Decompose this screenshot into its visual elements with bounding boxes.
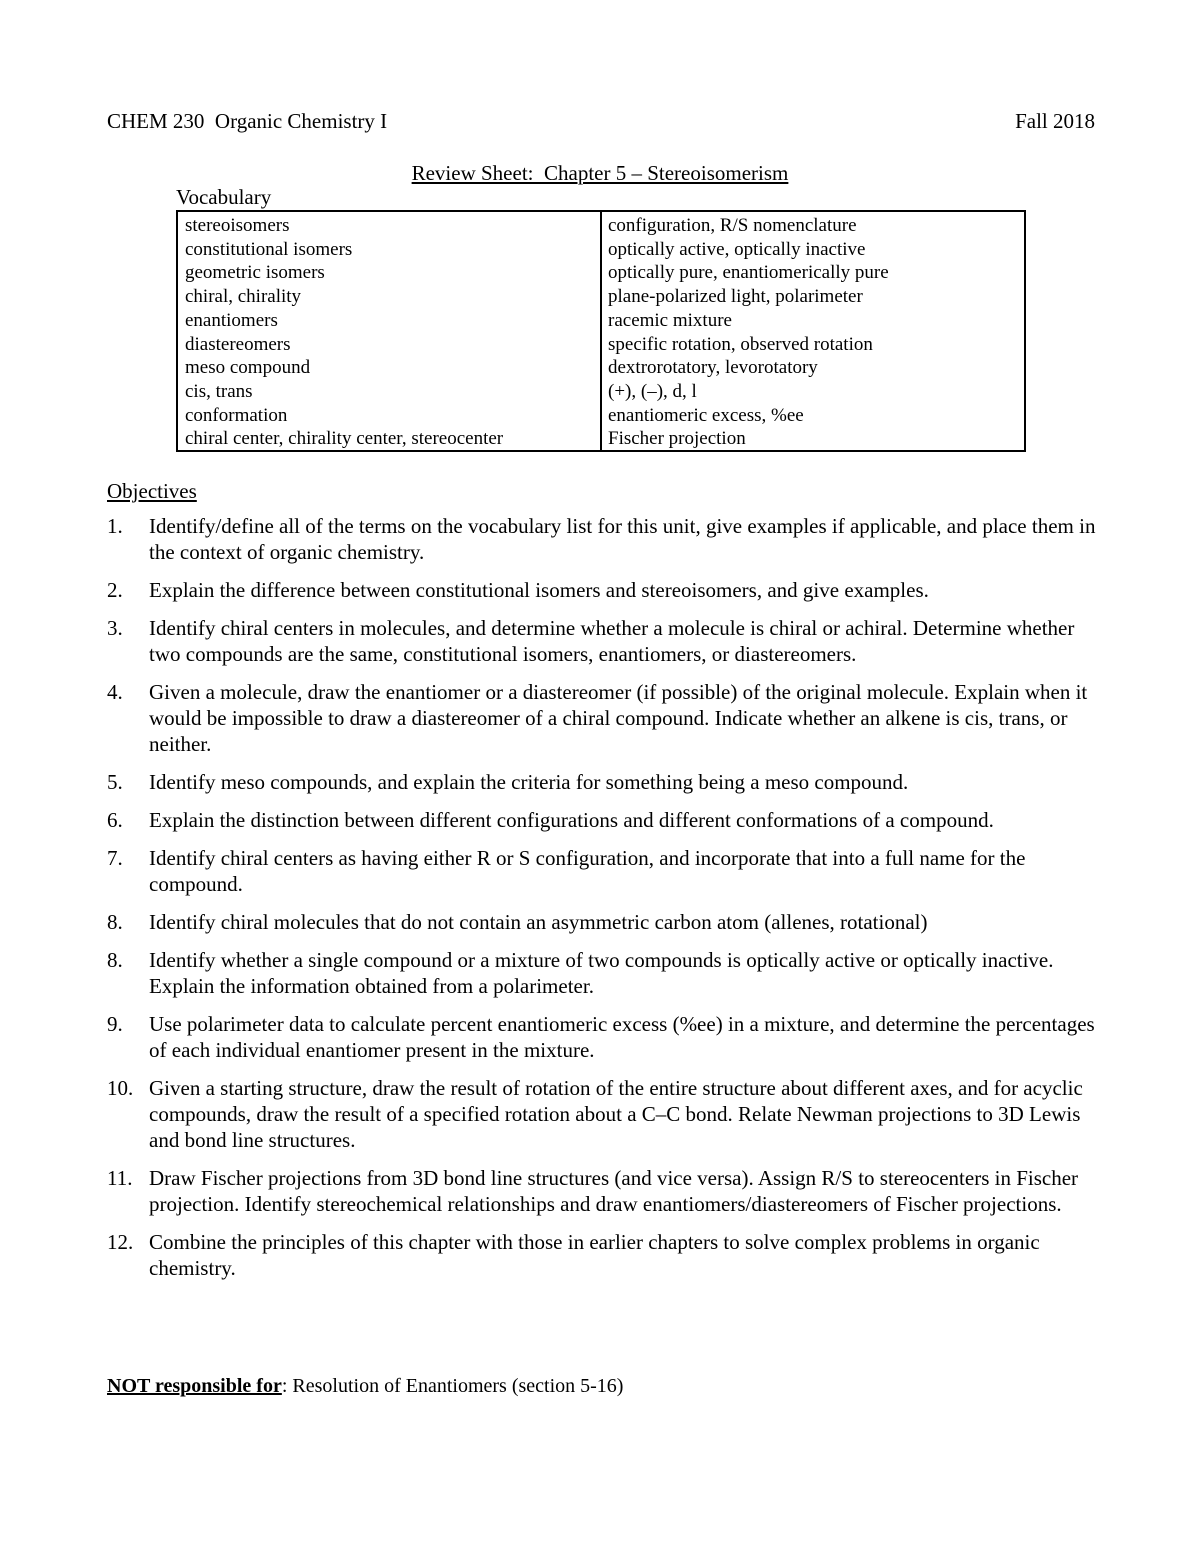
objective-item <box>107 513 1102 565</box>
vocab-term: configuration, R/S nomenclature <box>608 215 857 236</box>
objective-text: Given a molecule, draw the enantiomer or a diastereomer (if possible) of the original molecule. Explain when it would be impossible to draw a diastereomer of a chiral compound. Indicate whether an alkene is cis, trans, or neither. <box>149 680 1088 756</box>
vocab-term: dextrorotatory, levorotatory <box>608 357 818 379</box>
objective-number: 7. <box>107 846 123 870</box>
objective-item <box>107 769 1102 795</box>
objective-item <box>107 615 1102 667</box>
page-header <box>107 106 1095 136</box>
vocab-term: meso compound <box>185 357 311 379</box>
vocab-term: enantiomers <box>185 309 278 331</box>
objective-number: 10. <box>107 1076 134 1100</box>
vocab-term: conformation <box>185 404 288 426</box>
objective-item <box>107 577 1102 603</box>
objective-item <box>107 947 1102 999</box>
objective-item <box>107 679 1102 757</box>
vocab-term: optically active, optically inactive <box>608 238 866 260</box>
objective-item <box>107 807 1102 833</box>
objective-item <box>107 845 1102 897</box>
objective-text: Given a starting structure, draw the result of rotation of the entire structure about different axes, and for acyclic compounds, draw the result of a specified rotation about a C–C bond. Relate Newman projections to 3D Lewis and bond line structures. <box>149 1076 1083 1152</box>
objective-text: Combine the principles of this chapter with those in earlier chapters to solve complex problems in organic chemistry. <box>149 1230 1040 1280</box>
objective-text: Explain the distinction between different configurations and different conformations of a compound. <box>149 808 994 832</box>
not-responsible-text: : Resolution of Enantiomers (section 5-16) <box>281 1375 624 1397</box>
vocab-term: (+), (–), d, l <box>608 380 697 402</box>
vocabulary-left-column <box>185 214 503 451</box>
objective-number: 1. <box>107 514 123 538</box>
objectives-heading: Objectives <box>107 479 197 503</box>
vocab-term: constitutional isomers <box>185 238 353 260</box>
objective-number: 12. <box>107 1230 134 1254</box>
vocab-term: cis, trans <box>185 380 253 402</box>
vocabulary-table <box>176 210 1026 452</box>
objective-number: 9. <box>107 1012 123 1036</box>
objectives-list <box>107 513 1102 1293</box>
objective-number: 8. <box>107 910 123 934</box>
vocab-term: enantiomeric excess, %ee <box>608 404 804 426</box>
not-responsible-note <box>107 1372 623 1400</box>
objective-text: Identify meso compounds, and explain the criteria for something being a meso compound. <box>149 770 909 794</box>
vocab-term: geometric isomers <box>185 262 325 284</box>
vocab-term: specific rotation, observed rotation <box>608 333 873 355</box>
objective-text: Identify whether a single compound or a mixture of two compounds is optically active or optically inactive. Explain the information obtained from a polarimeter. <box>149 948 1054 998</box>
course-title: CHEM 230 Organic Chemistry I <box>107 109 388 133</box>
objective-text: Draw Fischer projections from 3D bond line structures (and vice versa). Assign R/S to stereocenters in Fischer projection. Identify stereochemical relationships and draw enantiomers/diastereomers of Fischer projections. <box>149 1166 1079 1216</box>
vocab-term: Fischer projection <box>608 428 746 450</box>
objective-item <box>107 1165 1102 1217</box>
vocab-term: chiral center, chirality center, stereocenter <box>185 428 504 450</box>
objective-item <box>107 1075 1102 1153</box>
objective-number: 3. <box>107 616 123 640</box>
term-label: Fall 2018 <box>1015 109 1095 133</box>
review-sheet-title-text: Review Sheet: Chapter 5 – Stereoisomerism <box>411 161 789 185</box>
objective-item <box>107 1229 1102 1281</box>
objective-text: Identify chiral centers in molecules, and determine whether a molecule is chiral or achiral. Determine whether two compounds are the same, constitutional isomers, enantiomers, or diastereomers. <box>149 616 1075 666</box>
objective-item <box>107 909 1102 935</box>
objective-text: Explain the difference between constitutional isomers and stereoisomers, and give examples. <box>149 578 929 602</box>
vocab-term: chiral, chirality <box>185 286 302 308</box>
not-responsible-label: NOT responsible for <box>107 1375 282 1397</box>
objective-number: 2. <box>107 578 123 602</box>
vocab-term: optically pure, enantiomerically pure <box>608 262 889 284</box>
vocab-term: plane-polarized light, polarimeter <box>608 286 863 308</box>
objective-item <box>107 1011 1102 1063</box>
objective-text: Identify chiral centers as having either R or S configuration, and incorporate that into a full name for the compound. <box>149 846 1026 896</box>
objective-number: 8. <box>107 948 123 972</box>
objective-number: 6. <box>107 808 123 832</box>
vocab-term: diastereomers <box>185 333 291 355</box>
objective-text: Identify chiral molecules that do not contain an asymmetric carbon atom (allenes, rotational) <box>149 910 928 934</box>
vocabulary-column-divider <box>600 212 602 450</box>
objective-number: 4. <box>107 680 123 704</box>
objective-number: 5. <box>107 770 123 794</box>
vocabulary-right-column <box>608 214 889 451</box>
vocab-term: stereoisomers <box>185 215 290 236</box>
objective-text: Use polarimeter data to calculate percent enantiomeric excess (%ee) in a mixture, and determine the percentages of each individual enantiomer present in the mixture. <box>149 1012 1095 1062</box>
vocab-term: racemic mixture <box>608 309 732 331</box>
objective-number: 11. <box>107 1166 133 1190</box>
objective-text: Identify/define all of the terms on the vocabulary list for this unit, give examples if applicable, and place them in the context of organic chemistry. <box>149 514 1096 564</box>
vocabulary-heading: Vocabulary <box>176 185 272 209</box>
